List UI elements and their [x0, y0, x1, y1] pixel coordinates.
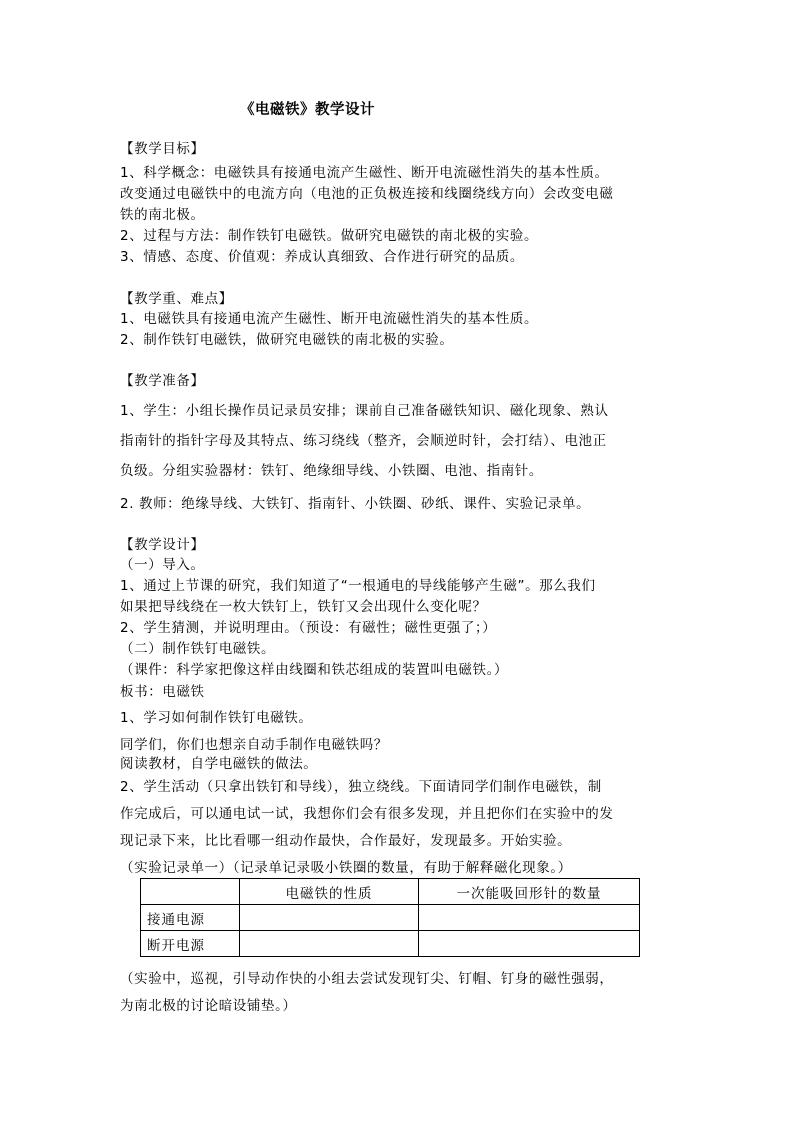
preparation-heading: 【教学准备】	[120, 373, 205, 389]
design-line: （实验记录单一）（记录单记录吸小铁圈的数量，有助于解释磁化现象。）	[120, 860, 572, 876]
objectives-line: 改变通过电磁铁中的电流方向（电池的正负极连接和线圈绕线方向）会改变电磁	[120, 186, 614, 202]
design-line: 2、学生猜测，并说明理由。（预设：有磁性；磁性更强了；）	[120, 620, 497, 636]
table-cell	[240, 931, 419, 957]
design-line: 1、通过上节课的研究，我们知道了“一根通电的导线能够产生磁”。那么我们	[120, 578, 596, 594]
design-heading: 【教学设计】	[120, 537, 205, 553]
table-cell	[419, 931, 640, 957]
table-row-label: 接通电源	[141, 905, 240, 931]
table-header-cell	[141, 879, 240, 905]
design-line: 阅读教材，自学电磁铁的做法。	[120, 756, 318, 772]
design-line: 同学们，你们也想亲自动手制作电磁铁吗？	[120, 737, 388, 753]
document-title: 《电磁铁》教学设计	[240, 101, 375, 118]
design-line: （一）导入。	[120, 557, 205, 573]
experiment-record-table	[140, 878, 640, 957]
table-row	[141, 905, 640, 931]
design-line: （二）制作铁钉电磁铁。	[120, 641, 276, 657]
table-header-cell: 一次能吸回形针的数量	[419, 879, 640, 905]
objectives-line: 2、过程与方法：制作铁钉电磁铁。做研究电磁铁的南北极的实验。	[120, 228, 539, 244]
table-cell	[419, 905, 640, 931]
objectives-line: 3、情感、态度、价值观：养成认真细致、合作进行研究的品质。	[120, 249, 524, 265]
design-line: （课件：科学家把像这样由线圈和铁芯组成的装置叫电磁铁。）	[120, 662, 509, 678]
preparation-line: 负级。分组实验器材：铁钉、绝缘细导线、小铁圈、电池、指南针。	[120, 463, 543, 479]
keypoints-heading: 【教学重、难点】	[120, 291, 233, 307]
objectives-line: 1、科学概念：电磁铁具有接通电流产生磁性、断开电流磁性消失的基本性质。	[120, 165, 609, 181]
footer-note-line: 为南北极的讨论暗设铺垫。）	[120, 998, 297, 1014]
table-header-row	[141, 879, 640, 905]
table-header-cell: 电磁铁的性质	[240, 879, 419, 905]
table-row	[141, 931, 640, 957]
objectives-line: 铁的南北极。	[120, 207, 205, 223]
table-cell	[240, 905, 419, 931]
preparation-line: 2. 教师：绝缘导线、大铁钉、指南针、小铁圈、砂纸、课件、实验记录单。	[120, 496, 591, 512]
design-line: 1、学习如何制作铁钉电磁铁。	[120, 710, 313, 726]
design-line: 现记录下来，比比看哪一组动作最快，合作最好，发现最多。开始实验。	[120, 833, 572, 849]
design-line: 2、学生活动（只拿出铁钉和导线），独立绕线。下面请同学们制作电磁铁，制	[120, 779, 602, 795]
design-line: 板书：电磁铁	[120, 684, 205, 700]
keypoints-line: 1、电磁铁具有接通电流产生磁性、断开电流磁性消失的基本性质。	[120, 311, 539, 327]
keypoints-line: 2、制作铁钉电磁铁，做研究电磁铁的南北极的实验。	[120, 332, 454, 348]
preparation-line: 指南针的指针字母及其特点、练习绕线（整齐，会顺逆时针，会打结）、电池正	[120, 433, 607, 449]
footer-note-line: （实验中，巡视，引导动作快的小组去尝试发现钉尖、钉帽、钉身的磁性强弱，	[120, 971, 614, 987]
design-line: 如果把导线绕在一枚大铁钉上，铁钉又会出现什么变化呢？	[120, 599, 487, 615]
table-row-label: 断开电源	[141, 931, 240, 957]
objectives-heading: 【教学目标】	[120, 141, 205, 157]
preparation-line: 1、学生：小组长操作员记录员安排；课前自己准备磁铁知识、磁化现象、熟认	[120, 403, 609, 419]
design-line: 作完成后，可以通电试一试，我想你们会有很多发现，并且把你们在实验中的发	[120, 806, 614, 822]
